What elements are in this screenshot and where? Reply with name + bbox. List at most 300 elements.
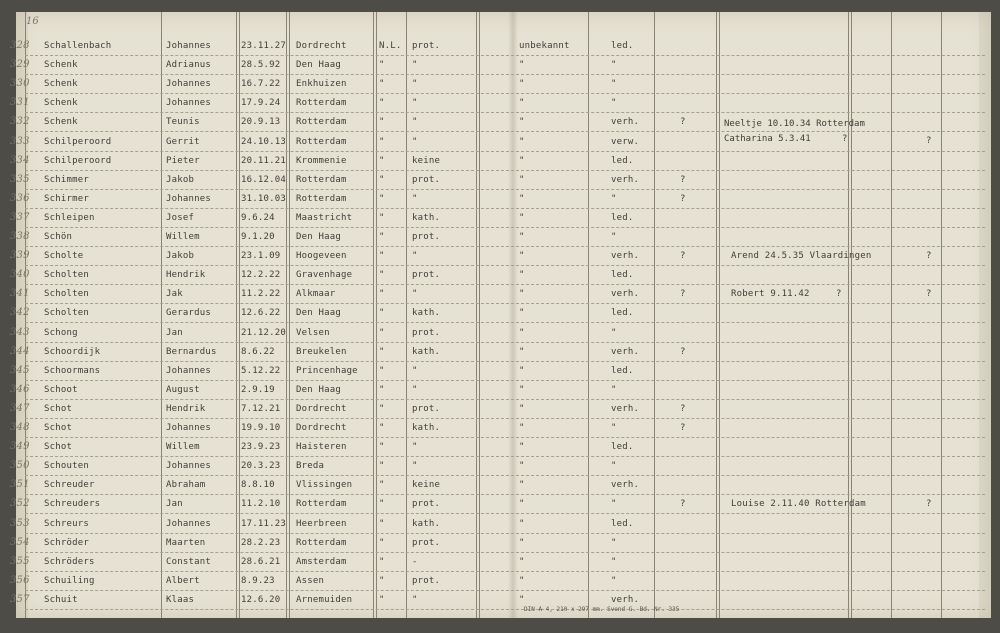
surname-cell: Schenk xyxy=(44,79,78,90)
surname-cell: Schong xyxy=(44,327,78,338)
table-row xyxy=(10,93,991,113)
nationality-cell: " xyxy=(379,136,385,147)
religion-cell: prot. xyxy=(412,575,441,586)
whereabouts-cell: " xyxy=(519,346,525,357)
given-name-cell: Hendrik xyxy=(166,270,206,281)
row-number: 336 xyxy=(10,192,30,204)
given-name-cell: Johannes xyxy=(166,193,211,204)
birth-place-cell: Rotterdam xyxy=(296,193,347,204)
birth-date-cell: 16.7.22 xyxy=(241,79,281,90)
nationality-cell: " xyxy=(379,327,385,338)
given-name-cell: Johannes xyxy=(166,98,211,109)
surname-cell: Schimmer xyxy=(44,174,89,185)
question-cell: ? xyxy=(680,193,686,204)
whereabouts-cell: " xyxy=(519,556,525,567)
marital-status-cell: verh. xyxy=(611,346,640,357)
religion-cell: " xyxy=(412,60,418,71)
birth-place-cell: Princenhage xyxy=(296,365,358,376)
surname-cell: Schreuder xyxy=(44,480,95,491)
table-row xyxy=(10,342,991,362)
surname-cell: Scholten xyxy=(44,289,89,300)
marital-status-cell: " xyxy=(611,327,617,338)
birth-place-cell: Haisteren xyxy=(296,442,347,453)
religion-cell: " xyxy=(412,442,418,453)
birth-place-cell: Dordrecht xyxy=(296,41,347,51)
row-number: 329 xyxy=(10,59,30,71)
given-name-cell: Gerardus xyxy=(166,308,211,319)
table-row xyxy=(10,246,991,266)
table-row xyxy=(10,74,991,94)
nationality-cell: " xyxy=(379,212,385,223)
birth-date-cell: 8.8.10 xyxy=(241,480,275,491)
given-name-cell: Willem xyxy=(166,442,200,453)
birth-place-cell: Rotterdam xyxy=(296,537,347,548)
religion-cell: prot. xyxy=(412,174,441,185)
given-name-cell: Pieter xyxy=(166,155,200,166)
row-number: 350 xyxy=(10,460,30,472)
marital-status-cell: led. xyxy=(611,155,634,166)
surname-cell: Schenk xyxy=(44,98,78,109)
birth-date-cell: 19.9.10 xyxy=(241,423,281,433)
nationality-cell: " xyxy=(379,98,385,109)
whereabouts-cell: " xyxy=(519,384,525,395)
religion-cell: kath. xyxy=(412,518,441,529)
whereabouts-cell: " xyxy=(519,98,525,109)
birth-date-cell: 11.2.22 xyxy=(241,289,281,300)
row-number: 355 xyxy=(10,555,30,567)
nationality-cell: " xyxy=(379,60,385,71)
marital-status-cell: verh. xyxy=(611,117,640,128)
religion-cell: " xyxy=(412,136,418,147)
whereabouts-cell: " xyxy=(519,480,525,491)
birth-date-cell: 20.9.13 xyxy=(241,117,281,128)
given-name-cell: Jakob xyxy=(166,251,195,262)
whereabouts-cell: " xyxy=(519,79,525,90)
table-row xyxy=(10,284,991,304)
nationality-cell: " xyxy=(379,403,385,414)
question-mark: ? xyxy=(842,134,848,144)
marital-status-cell: led. xyxy=(611,270,634,281)
birth-place-cell: Breda xyxy=(296,461,325,472)
whereabouts-cell: " xyxy=(519,136,525,147)
given-name-cell: Maarten xyxy=(166,537,206,548)
row-number: 328 xyxy=(10,40,30,51)
surname-cell: Schleipen xyxy=(44,212,95,223)
nationality-cell: " xyxy=(379,423,385,433)
birth-date-cell: 9.1.20 xyxy=(241,232,275,242)
birth-place-cell: Rotterdam xyxy=(296,499,347,510)
row-divider xyxy=(25,609,985,610)
surname-cell: Schallenbach xyxy=(44,41,112,51)
table-row xyxy=(10,303,991,323)
birth-place-cell: Heerbreen xyxy=(296,518,347,529)
given-name-cell: Johannes xyxy=(166,423,211,433)
given-name-cell: Johannes xyxy=(166,79,211,90)
nationality-cell: " xyxy=(379,499,385,510)
question-cell: ? xyxy=(680,423,686,433)
nationality-cell: " xyxy=(379,556,385,567)
form-footer-note: DIN A 4, 210 x 297 mm. Svend G. Bd. Nr. 335 xyxy=(524,606,680,613)
birth-date-cell: 28.2.23 xyxy=(241,537,281,548)
marital-status-cell: verw. xyxy=(611,136,640,147)
whereabouts-cell: " xyxy=(519,327,525,338)
birth-date-cell: 23.1.09 xyxy=(241,251,281,262)
question-cell: ? xyxy=(680,346,686,357)
birth-date-cell: 28.5.92 xyxy=(241,60,281,71)
surname-cell: Schirmer xyxy=(44,193,89,204)
birth-date-cell: 16.12.04 xyxy=(241,174,286,185)
surname-cell: Schot xyxy=(44,442,73,453)
given-name-cell: Klaas xyxy=(166,594,195,605)
row-number: 345 xyxy=(10,364,30,376)
surname-cell: Schenk xyxy=(44,117,78,128)
nationality-cell: " xyxy=(379,289,385,300)
religion-cell: keine xyxy=(412,480,441,491)
surname-cell: Schot xyxy=(44,423,73,433)
table-row xyxy=(10,456,991,476)
birth-date-cell: 8.9.23 xyxy=(241,575,275,586)
table-row xyxy=(10,552,991,572)
table-row xyxy=(10,533,991,553)
birth-date-cell: 28.6.21 xyxy=(241,556,281,567)
children-cell: Arend 24.5.35 Vlaardingen xyxy=(731,251,872,262)
whereabouts-cell: " xyxy=(519,403,525,414)
surname-cell: Scholten xyxy=(44,308,89,319)
nationality-cell: N.L. xyxy=(379,41,402,51)
table-row xyxy=(10,494,991,514)
religion-cell: prot. xyxy=(412,327,441,338)
row-number: 335 xyxy=(10,173,30,185)
surname-cell: Scholten xyxy=(44,270,89,281)
religion-cell: " xyxy=(412,461,418,472)
religion-cell: kath. xyxy=(412,346,441,357)
birth-date-cell: 24.10.13 xyxy=(241,136,286,147)
question-cell: ? xyxy=(680,403,686,414)
marital-status-cell: " xyxy=(611,423,617,433)
birth-place-cell: Enkhuizen xyxy=(296,79,347,90)
surname-cell: Schröders xyxy=(44,556,95,567)
birth-date-cell: 21.12.20 xyxy=(241,327,286,338)
birth-place-cell: Alkmaar xyxy=(296,289,336,300)
birth-date-cell: 5.12.22 xyxy=(241,365,281,376)
marital-status-cell: verh. xyxy=(611,289,640,300)
row-number: 348 xyxy=(10,422,30,433)
birth-place-cell: Arnemuiden xyxy=(296,594,353,605)
row-number: 351 xyxy=(10,479,30,491)
marital-status-cell: " xyxy=(611,461,617,472)
table-row xyxy=(10,514,991,534)
table-row xyxy=(10,189,991,209)
given-name-cell: August xyxy=(166,384,200,395)
nationality-cell: " xyxy=(379,251,385,262)
birth-place-cell: Breukelen xyxy=(296,346,347,357)
birth-date-cell: 31.10.03 xyxy=(241,193,286,204)
nationality-cell: " xyxy=(379,79,385,90)
question-cell: ? xyxy=(680,117,686,128)
birth-place-cell: Den Haag xyxy=(296,60,341,71)
whereabouts-cell: " xyxy=(519,575,525,586)
table-row xyxy=(10,418,991,438)
question-cell: ? xyxy=(926,251,932,262)
question-cell: ? xyxy=(680,289,686,300)
marital-status-cell: verh. xyxy=(611,251,640,262)
child-entry: Catharina 5.3.41 xyxy=(724,134,811,144)
birth-date-cell: 17.11.23 xyxy=(241,518,286,529)
birth-place-cell: Vlissingen xyxy=(296,480,353,491)
row-number: 333 xyxy=(10,135,30,147)
corner-mark: 16 xyxy=(26,16,39,27)
surname-cell: Schreuders xyxy=(44,499,101,510)
marital-status-cell: verh. xyxy=(611,594,640,605)
table-row xyxy=(10,437,991,457)
marital-status-cell: verh. xyxy=(611,480,640,491)
given-name-cell: Jan xyxy=(166,499,183,510)
table-row xyxy=(10,475,991,495)
marital-status-cell: led. xyxy=(611,212,634,223)
given-name-cell: Jan xyxy=(166,327,183,338)
whereabouts-cell: " xyxy=(519,423,525,433)
marital-status-cell: " xyxy=(611,537,617,548)
birth-date-cell: 12.2.22 xyxy=(241,270,281,281)
nationality-cell: " xyxy=(379,575,385,586)
birth-place-cell: Krommenie xyxy=(296,155,347,166)
nationality-cell: " xyxy=(379,384,385,395)
religion-cell: " xyxy=(412,251,418,262)
marital-status-cell: led. xyxy=(611,518,634,529)
table-row xyxy=(10,571,991,591)
marital-status-cell: " xyxy=(611,384,617,395)
religion-cell: prot. xyxy=(412,232,441,242)
birth-place-cell: Rotterdam xyxy=(296,174,347,185)
table-row xyxy=(10,265,991,285)
marital-status-cell: led. xyxy=(611,308,634,319)
birth-place-cell: Den Haag xyxy=(296,384,341,395)
nationality-cell: " xyxy=(379,308,385,319)
given-name-cell: Albert xyxy=(166,575,200,586)
birth-place-cell: Rotterdam xyxy=(296,98,347,109)
nationality-cell: " xyxy=(379,518,385,529)
whereabouts-cell: " xyxy=(519,193,525,204)
nationality-cell: " xyxy=(379,174,385,185)
nationality-cell: " xyxy=(379,193,385,204)
table-row xyxy=(10,380,991,400)
religion-cell: prot. xyxy=(412,403,441,414)
row-number: 356 xyxy=(10,574,30,586)
whereabouts-cell: " xyxy=(519,499,525,510)
religion-cell: " xyxy=(412,365,418,376)
question-cell: ? xyxy=(680,174,686,185)
given-name-cell: Willem xyxy=(166,232,200,242)
birth-place-cell: Hoogeveen xyxy=(296,251,347,262)
row-number: 343 xyxy=(10,326,30,338)
question-cell: ? xyxy=(926,499,932,510)
surname-cell: Schön xyxy=(44,232,73,242)
birth-place-cell: Dordrecht xyxy=(296,403,347,414)
row-number: 347 xyxy=(10,402,30,414)
religion-cell: prot. xyxy=(412,41,441,51)
whereabouts-cell: " xyxy=(519,60,525,71)
row-number: 331 xyxy=(10,97,30,109)
whereabouts-cell: " xyxy=(519,308,525,319)
row-number: 341 xyxy=(10,288,30,300)
whereabouts-cell: " xyxy=(519,212,525,223)
birth-place-cell: Den Haag xyxy=(296,232,341,242)
whereabouts-cell: " xyxy=(519,251,525,262)
table-row xyxy=(10,590,991,610)
marital-status-cell: " xyxy=(611,79,617,90)
surname-cell: Schuiling xyxy=(44,575,95,586)
given-name-cell: Johannes xyxy=(166,518,211,529)
table-row xyxy=(10,227,991,247)
given-name-cell: Constant xyxy=(166,556,211,567)
religion-cell: " xyxy=(412,117,418,128)
religion-cell: keine xyxy=(412,155,441,166)
whereabouts-cell: " xyxy=(519,537,525,548)
given-name-cell: Johannes xyxy=(166,461,211,472)
whereabouts-cell: " xyxy=(519,365,525,376)
nationality-cell: " xyxy=(379,346,385,357)
nationality-cell: " xyxy=(379,232,385,242)
children-cell: Robert 9.11.42 xyxy=(731,289,810,300)
table-row xyxy=(10,323,991,343)
surname-cell: Schoormans xyxy=(44,365,101,376)
marital-status-cell: verh. xyxy=(611,403,640,414)
birth-place-cell: Den Haag xyxy=(296,308,341,319)
given-name-cell: Johannes xyxy=(166,365,211,376)
religion-cell: " xyxy=(412,289,418,300)
row-number: 337 xyxy=(10,211,30,223)
whereabouts-cell: " xyxy=(519,442,525,453)
row-number: 349 xyxy=(10,441,30,453)
whereabouts-cell: " xyxy=(519,270,525,281)
marital-status-cell: " xyxy=(611,60,617,71)
question-cell: ? xyxy=(926,289,932,300)
birth-date-cell: 23.11.27 xyxy=(241,41,286,51)
religion-cell: " xyxy=(412,79,418,90)
marital-status-cell: " xyxy=(611,499,617,510)
birth-date-cell: 12.6.22 xyxy=(241,308,281,319)
religion-cell: prot. xyxy=(412,537,441,548)
birth-date-cell: 2.9.19 xyxy=(241,384,275,395)
surname-cell: Schot xyxy=(44,403,73,414)
birth-place-cell: Dordrecht xyxy=(296,423,347,433)
birth-date-cell: 12.6.20 xyxy=(241,594,281,605)
given-name-cell: Abraham xyxy=(166,480,206,491)
nationality-cell: " xyxy=(379,537,385,548)
nationality-cell: " xyxy=(379,117,385,128)
given-name-cell: Jak xyxy=(166,289,183,300)
row-number: 346 xyxy=(10,383,30,395)
given-name-cell: Teunis xyxy=(166,117,200,128)
surname-cell: Schilperoord xyxy=(44,136,112,147)
given-name-cell: Bernardus xyxy=(166,346,217,357)
marital-status-cell: " xyxy=(611,556,617,567)
religion-cell: " xyxy=(412,594,418,605)
row-number: 339 xyxy=(10,250,30,262)
marital-status-cell: led. xyxy=(611,442,634,453)
nationality-cell: " xyxy=(379,365,385,376)
religion-cell: - xyxy=(412,556,418,567)
row-number: 354 xyxy=(10,536,30,548)
table-row xyxy=(10,36,991,56)
birth-date-cell: 9.6.24 xyxy=(241,212,275,223)
nationality-cell: " xyxy=(379,461,385,472)
given-name-cell: Adrianus xyxy=(166,60,211,71)
religion-cell: kath. xyxy=(412,308,441,319)
nationality-cell: " xyxy=(379,442,385,453)
table-row xyxy=(10,170,991,190)
birth-date-cell: 8.6.22 xyxy=(241,346,275,357)
birth-place-cell: Gravenhage xyxy=(296,270,353,281)
given-name-cell: Josef xyxy=(166,212,195,223)
nationality-cell: " xyxy=(379,270,385,281)
table-row xyxy=(10,361,991,381)
row-number: 340 xyxy=(10,269,30,281)
religion-cell: " xyxy=(412,384,418,395)
whereabouts-cell: " xyxy=(519,594,525,605)
whereabouts-cell: " xyxy=(519,461,525,472)
surname-cell: Schenk xyxy=(44,60,78,71)
table-row xyxy=(10,208,991,228)
religion-cell: prot. xyxy=(412,270,441,281)
row-number: 330 xyxy=(10,78,30,90)
marital-status-cell: verh. xyxy=(611,174,640,185)
child-entry: Neeltje 10.10.34 Rotterdam xyxy=(724,119,865,129)
surname-cell: Schuit xyxy=(44,594,78,605)
birth-date-cell: 17.9.24 xyxy=(241,98,281,109)
whereabouts-cell: " xyxy=(519,232,525,242)
surname-cell: Schoot xyxy=(44,384,78,395)
marital-status-cell: " xyxy=(611,575,617,586)
row-number: 344 xyxy=(10,345,30,357)
marital-status-cell: led. xyxy=(611,41,634,51)
religion-cell: prot. xyxy=(412,499,441,510)
surname-cell: Schilperoord xyxy=(44,155,112,166)
surname-cell: Schoordijk xyxy=(44,346,101,357)
birth-date-cell: 7.12.21 xyxy=(241,403,281,414)
surname-cell: Scholte xyxy=(44,251,84,262)
birth-place-cell: Amsterdam xyxy=(296,556,347,567)
row-number: 338 xyxy=(10,231,30,242)
row-number: 342 xyxy=(10,307,30,319)
row-number: 334 xyxy=(10,154,30,166)
nationality-cell: " xyxy=(379,155,385,166)
birth-place-cell: Rotterdam xyxy=(296,136,347,147)
register-sheet xyxy=(10,12,991,618)
marital-status-cell: led. xyxy=(611,365,634,376)
religion-cell: " xyxy=(412,98,418,109)
birth-place-cell: Assen xyxy=(296,575,325,586)
birth-place-cell: Maastricht xyxy=(296,212,353,223)
table-row xyxy=(10,151,991,171)
birth-date-cell: 20.3.23 xyxy=(241,461,281,472)
children-cell: Louise 2.11.40 Rotterdam xyxy=(731,499,866,510)
table-row xyxy=(10,399,991,419)
birth-date-cell: 11.2.10 xyxy=(241,499,281,510)
surname-cell: Schreurs xyxy=(44,518,89,529)
given-name-cell: Gerrit xyxy=(166,136,200,147)
whereabouts-cell: " xyxy=(519,289,525,300)
question-cell: ? xyxy=(680,251,686,262)
nationality-cell: " xyxy=(379,480,385,491)
question-mark: ? xyxy=(926,136,932,146)
whereabouts-cell: " xyxy=(519,155,525,166)
whereabouts-cell: unbekannt xyxy=(519,41,570,51)
whereabouts-cell: " xyxy=(519,518,525,529)
marital-status-cell: " xyxy=(611,98,617,109)
marital-status-cell: " xyxy=(611,232,617,242)
birth-place-cell: Rotterdam xyxy=(296,117,347,128)
